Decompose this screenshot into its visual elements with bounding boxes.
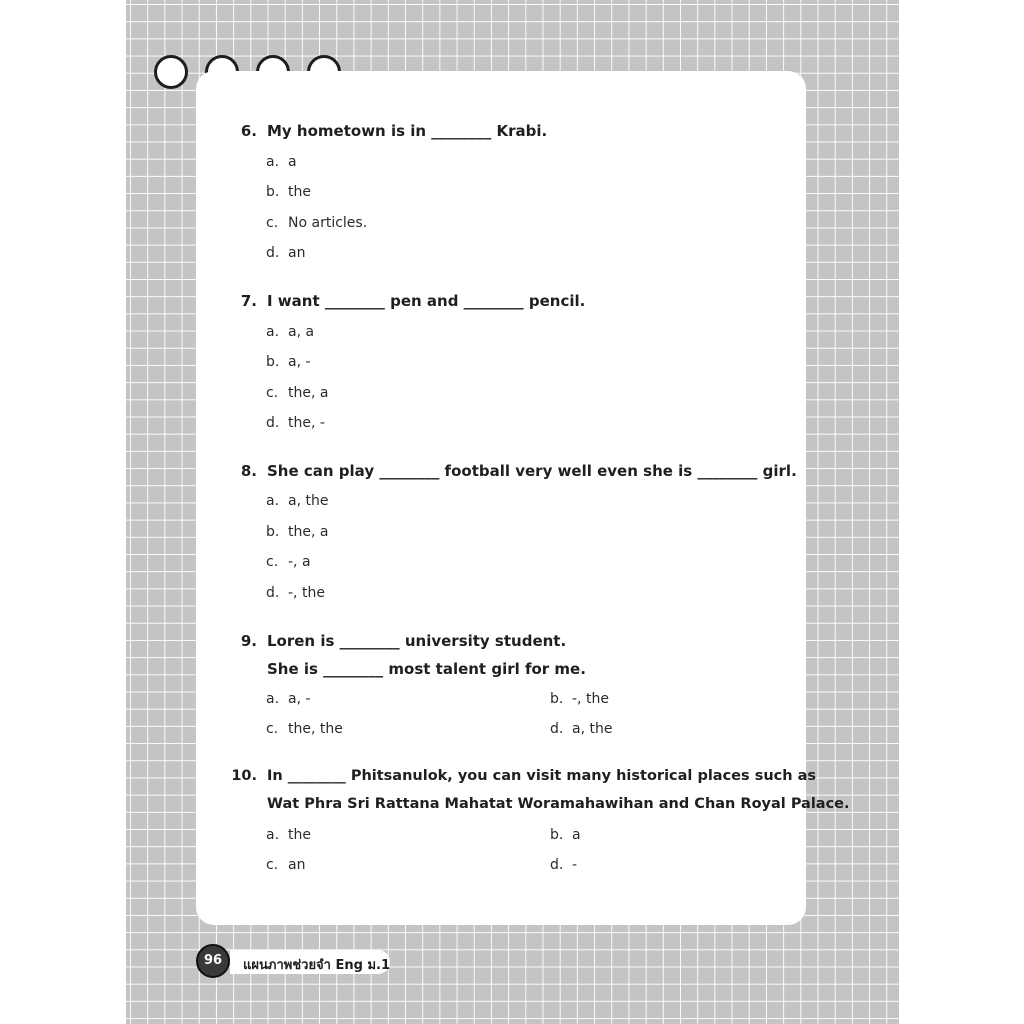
question-text: I want ________ pen and ________ pencil. bbox=[267, 292, 586, 310]
question-text: In ________ Phitsanulok, you can visit many historical places such as bbox=[267, 768, 817, 784]
option-10a[interactable] bbox=[266, 827, 311, 843]
option-text: the, the bbox=[288, 721, 343, 737]
option-7d[interactable] bbox=[266, 415, 325, 431]
option-10d[interactable] bbox=[550, 857, 577, 873]
option-letter: d. bbox=[266, 245, 280, 261]
option-letter: c. bbox=[266, 857, 279, 873]
option-6c[interactable] bbox=[266, 215, 367, 231]
option-text: an bbox=[288, 245, 306, 261]
option-letter: a. bbox=[266, 493, 280, 509]
question-number: 6. bbox=[240, 122, 257, 140]
option-text: -, the bbox=[288, 585, 325, 601]
question-number: 8. bbox=[240, 462, 257, 480]
option-6b[interactable] bbox=[266, 184, 311, 200]
question-text: Wat Phra Sri Rattana Mahatat Woramahawihan and Chan Royal Palace. bbox=[267, 796, 850, 812]
option-letter: b. bbox=[266, 184, 280, 200]
option-text: the bbox=[288, 827, 311, 843]
question-text: She can play ________ football very well even she is ________ girl. bbox=[267, 462, 797, 480]
option-letter: c. bbox=[266, 554, 279, 570]
option-9c[interactable] bbox=[266, 721, 343, 737]
option-letter: c. bbox=[266, 721, 279, 737]
option-text: a, - bbox=[288, 354, 311, 370]
question-text: My hometown is in ________ Krabi. bbox=[267, 122, 548, 140]
option-6d[interactable] bbox=[266, 245, 305, 261]
option-text: the, a bbox=[288, 385, 329, 401]
question-number: 9. bbox=[240, 632, 257, 650]
option-9d[interactable] bbox=[550, 721, 612, 737]
option-6a[interactable] bbox=[266, 154, 297, 170]
option-letter: d. bbox=[550, 721, 564, 737]
option-text: an bbox=[288, 857, 306, 873]
option-text: a, the bbox=[288, 493, 329, 509]
option-7b[interactable] bbox=[266, 354, 311, 370]
option-8c[interactable] bbox=[266, 554, 311, 570]
option-letter: d. bbox=[266, 585, 280, 601]
option-text: a, the bbox=[572, 721, 613, 737]
question-text: She is ________ most talent girl for me. bbox=[267, 660, 586, 678]
book-title: แผนภาพช่วยจำ Eng ม.1 bbox=[243, 958, 391, 973]
question-number: 7. bbox=[240, 292, 257, 310]
option-text: the, - bbox=[288, 415, 325, 431]
option-letter: c. bbox=[266, 385, 279, 401]
option-7a[interactable] bbox=[266, 324, 314, 340]
option-letter: a. bbox=[266, 324, 280, 340]
option-text: -, a bbox=[288, 554, 311, 570]
option-letter: d. bbox=[266, 415, 280, 431]
option-8d[interactable] bbox=[266, 585, 325, 601]
option-7c[interactable] bbox=[266, 385, 328, 401]
option-letter: c. bbox=[266, 215, 279, 231]
option-letter: a. bbox=[266, 154, 280, 170]
option-letter: a. bbox=[266, 827, 280, 843]
question-text: Loren is ________ university student. bbox=[267, 632, 567, 650]
option-letter: b. bbox=[550, 827, 564, 843]
option-letter: b. bbox=[266, 524, 280, 540]
option-text: a, a bbox=[288, 324, 315, 340]
option-letter: b. bbox=[266, 354, 280, 370]
option-text: the bbox=[288, 184, 311, 200]
binder-ring-icon bbox=[154, 55, 188, 89]
option-text: a bbox=[288, 154, 297, 170]
option-text: the, a bbox=[288, 524, 329, 540]
option-8a[interactable] bbox=[266, 493, 328, 509]
option-text: - bbox=[572, 857, 578, 873]
option-8b[interactable] bbox=[266, 524, 328, 540]
option-text: No articles. bbox=[288, 215, 368, 231]
option-9b[interactable] bbox=[550, 691, 609, 707]
option-text: -, the bbox=[572, 691, 609, 707]
option-text: a bbox=[572, 827, 581, 843]
option-letter: b. bbox=[550, 691, 564, 707]
option-9a[interactable] bbox=[266, 691, 311, 707]
option-letter: a. bbox=[266, 691, 280, 707]
option-letter: d. bbox=[550, 857, 564, 873]
option-10c[interactable] bbox=[266, 857, 305, 873]
option-10b[interactable] bbox=[550, 827, 581, 843]
option-text: a, - bbox=[288, 691, 311, 707]
page-number-badge: 96 bbox=[196, 944, 230, 978]
question-number: 10. bbox=[231, 768, 257, 784]
